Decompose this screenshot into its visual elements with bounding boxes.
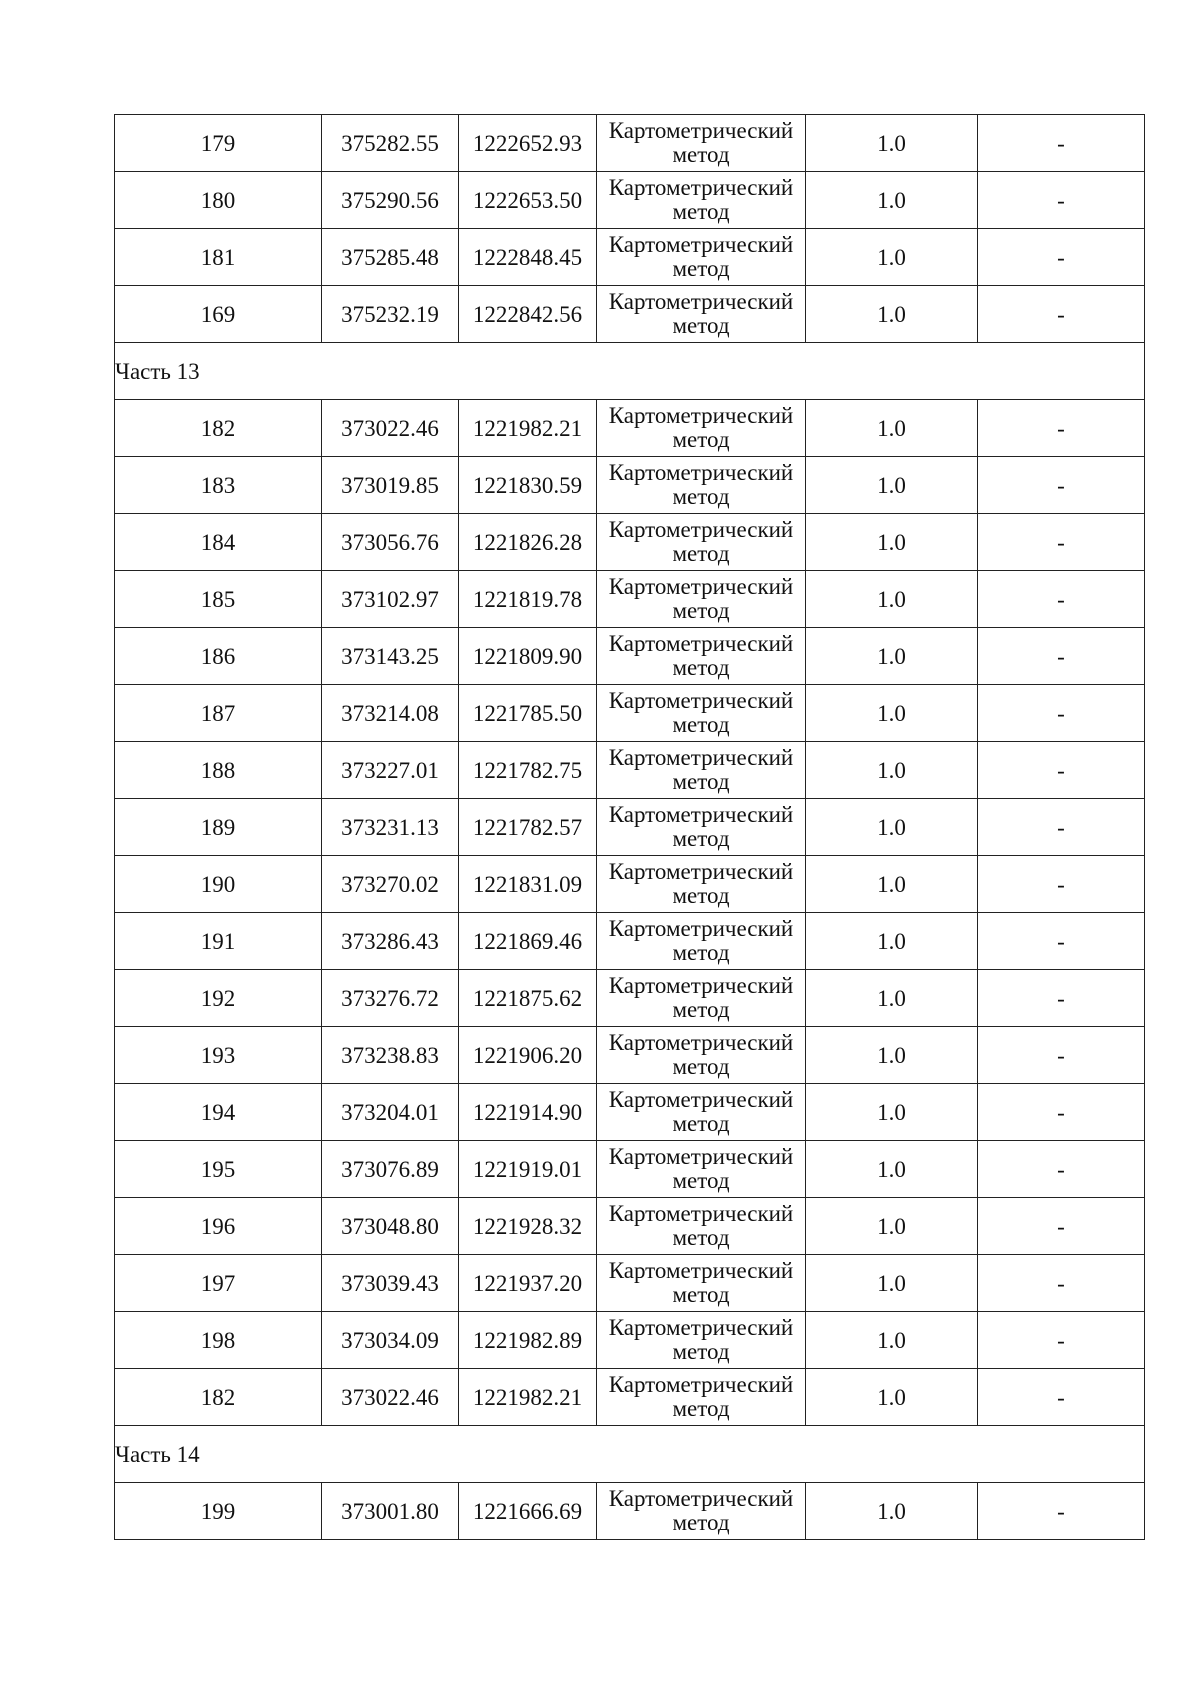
accuracy-cell: 1.0: [806, 514, 978, 571]
table-body: [115, 115, 1145, 1540]
x-coordinate-cell: 373204.01: [322, 1084, 459, 1141]
description-cell: -: [978, 742, 1145, 799]
y-coordinate-cell: 1221937.20: [459, 1255, 597, 1312]
method-cell: [597, 913, 806, 970]
method-line-2: метод: [672, 883, 730, 908]
point-number-cell: 184: [115, 514, 322, 571]
y-coordinate-cell: 1222842.56: [459, 286, 597, 343]
method-line-1: Картометрический: [608, 1372, 794, 1397]
method-cell: [597, 970, 806, 1027]
description-cell: -: [978, 229, 1145, 286]
method-cell: [597, 1255, 806, 1312]
method-cell: [597, 400, 806, 457]
point-number-cell: 196: [115, 1198, 322, 1255]
x-coordinate-cell: 373143.25: [322, 628, 459, 685]
method-line-2: метод: [672, 484, 730, 509]
table-row: [115, 856, 1145, 913]
description-cell: -: [978, 457, 1145, 514]
method-line-1: Картометрический: [608, 745, 794, 770]
x-coordinate-cell: 373039.43: [322, 1255, 459, 1312]
method-cell: [597, 457, 806, 514]
point-number-cell: 199: [115, 1483, 322, 1540]
x-coordinate-cell: 375285.48: [322, 229, 459, 286]
method-line-1: Картометрический: [608, 175, 794, 200]
description-cell: -: [978, 1255, 1145, 1312]
description-cell: -: [978, 1084, 1145, 1141]
y-coordinate-cell: 1221809.90: [459, 628, 597, 685]
point-number-cell: 189: [115, 799, 322, 856]
method-line-1: Картометрический: [608, 631, 794, 656]
description-cell: -: [978, 172, 1145, 229]
point-number-cell: 180: [115, 172, 322, 229]
method-line-2: метод: [672, 1282, 730, 1307]
point-number-cell: 197: [115, 1255, 322, 1312]
method-line-1: Картометрический: [608, 859, 794, 884]
table-row: [115, 571, 1145, 628]
description-cell: -: [978, 856, 1145, 913]
y-coordinate-cell: 1221914.90: [459, 1084, 597, 1141]
method-cell: [597, 1483, 806, 1540]
y-coordinate-cell: 1221830.59: [459, 457, 597, 514]
table-row: [115, 286, 1145, 343]
method-line-1: Картометрический: [608, 973, 794, 998]
method-line-1: Картометрический: [608, 1315, 794, 1340]
point-number-cell: 181: [115, 229, 322, 286]
description-cell: -: [978, 400, 1145, 457]
accuracy-cell: 1.0: [806, 1483, 978, 1540]
method-line-1: Картометрический: [608, 1087, 794, 1112]
x-coordinate-cell: 373238.83: [322, 1027, 459, 1084]
point-number-cell: 186: [115, 628, 322, 685]
table-row: [115, 742, 1145, 799]
y-coordinate-cell: 1222653.50: [459, 172, 597, 229]
method-cell: [597, 115, 806, 172]
method-cell: [597, 229, 806, 286]
point-number-cell: 188: [115, 742, 322, 799]
table-row: [115, 970, 1145, 1027]
accuracy-cell: 1.0: [806, 172, 978, 229]
y-coordinate-cell: 1221982.89: [459, 1312, 597, 1369]
method-cell: [597, 1312, 806, 1369]
method-line-2: метод: [672, 655, 730, 680]
point-number-cell: 195: [115, 1141, 322, 1198]
y-coordinate-cell: 1222652.93: [459, 115, 597, 172]
method-line-2: метод: [672, 598, 730, 623]
description-cell: -: [978, 571, 1145, 628]
method-line-2: метод: [672, 199, 730, 224]
accuracy-cell: 1.0: [806, 628, 978, 685]
method-line-1: Картометрический: [608, 289, 794, 314]
accuracy-cell: 1.0: [806, 742, 978, 799]
accuracy-cell: 1.0: [806, 856, 978, 913]
y-coordinate-cell: 1221819.78: [459, 571, 597, 628]
method-line-2: метод: [672, 541, 730, 566]
x-coordinate-cell: 373286.43: [322, 913, 459, 970]
table-row: [115, 1312, 1145, 1369]
method-cell: [597, 799, 806, 856]
method-line-2: метод: [672, 313, 730, 338]
accuracy-cell: 1.0: [806, 970, 978, 1027]
x-coordinate-cell: 375232.19: [322, 286, 459, 343]
x-coordinate-cell: 375290.56: [322, 172, 459, 229]
x-coordinate-cell: 373022.46: [322, 400, 459, 457]
method-cell: [597, 856, 806, 913]
x-coordinate-cell: 373276.72: [322, 970, 459, 1027]
accuracy-cell: 1.0: [806, 286, 978, 343]
point-number-cell: 193: [115, 1027, 322, 1084]
y-coordinate-cell: 1221869.46: [459, 913, 597, 970]
description-cell: -: [978, 514, 1145, 571]
accuracy-cell: 1.0: [806, 1255, 978, 1312]
accuracy-cell: 1.0: [806, 1312, 978, 1369]
point-number-cell: 194: [115, 1084, 322, 1141]
method-line-2: метод: [672, 256, 730, 281]
y-coordinate-cell: 1221982.21: [459, 1369, 597, 1426]
y-coordinate-cell: 1221666.69: [459, 1483, 597, 1540]
point-number-cell: 182: [115, 400, 322, 457]
table-row: [115, 685, 1145, 742]
y-coordinate-cell: 1221826.28: [459, 514, 597, 571]
description-cell: -: [978, 913, 1145, 970]
point-number-cell: 198: [115, 1312, 322, 1369]
accuracy-cell: 1.0: [806, 1369, 978, 1426]
x-coordinate-cell: 373048.80: [322, 1198, 459, 1255]
method-line-2: метод: [672, 769, 730, 794]
method-cell: [597, 742, 806, 799]
method-cell: [597, 1198, 806, 1255]
method-cell: [597, 1141, 806, 1198]
section-row: [115, 343, 1145, 400]
method-cell: [597, 685, 806, 742]
y-coordinate-cell: 1221831.09: [459, 856, 597, 913]
point-number-cell: 191: [115, 913, 322, 970]
accuracy-cell: 1.0: [806, 1027, 978, 1084]
method-line-2: метод: [672, 712, 730, 737]
y-coordinate-cell: 1221782.57: [459, 799, 597, 856]
table-row: [115, 1483, 1145, 1540]
method-line-1: Картометрический: [608, 1486, 794, 1511]
method-cell: [597, 1027, 806, 1084]
x-coordinate-cell: 373270.02: [322, 856, 459, 913]
method-line-2: метод: [672, 1225, 730, 1250]
method-line-2: метод: [672, 1396, 730, 1421]
y-coordinate-cell: 1221782.75: [459, 742, 597, 799]
method-cell: [597, 172, 806, 229]
method-line-1: Картометрический: [608, 118, 794, 143]
table-row: [115, 115, 1145, 172]
x-coordinate-cell: 373102.97: [322, 571, 459, 628]
point-number-cell: 185: [115, 571, 322, 628]
accuracy-cell: 1.0: [806, 1084, 978, 1141]
table-row: [115, 400, 1145, 457]
accuracy-cell: 1.0: [806, 1141, 978, 1198]
y-coordinate-cell: 1221919.01: [459, 1141, 597, 1198]
description-cell: -: [978, 1198, 1145, 1255]
section-row: [115, 1426, 1145, 1483]
method-line-2: метод: [672, 1510, 730, 1535]
table-row: [115, 799, 1145, 856]
x-coordinate-cell: 373034.09: [322, 1312, 459, 1369]
accuracy-cell: 1.0: [806, 571, 978, 628]
method-line-1: Картометрический: [608, 916, 794, 941]
point-number-cell: 182: [115, 1369, 322, 1426]
accuracy-cell: 1.0: [806, 913, 978, 970]
method-cell: [597, 628, 806, 685]
table-row: [115, 514, 1145, 571]
y-coordinate-cell: 1222848.45: [459, 229, 597, 286]
x-coordinate-cell: 373231.13: [322, 799, 459, 856]
accuracy-cell: 1.0: [806, 229, 978, 286]
x-coordinate-cell: 373227.01: [322, 742, 459, 799]
method-line-2: метод: [672, 997, 730, 1022]
method-line-2: метод: [672, 1168, 730, 1193]
method-cell: [597, 571, 806, 628]
x-coordinate-cell: 373214.08: [322, 685, 459, 742]
accuracy-cell: 1.0: [806, 1198, 978, 1255]
x-coordinate-cell: 373076.89: [322, 1141, 459, 1198]
table-row: [115, 172, 1145, 229]
description-cell: -: [978, 1027, 1145, 1084]
table-row: [115, 1027, 1145, 1084]
point-number-cell: 183: [115, 457, 322, 514]
method-cell: [597, 1369, 806, 1426]
method-line-2: метод: [672, 1339, 730, 1364]
description-cell: -: [978, 1483, 1145, 1540]
x-coordinate-cell: 375282.55: [322, 115, 459, 172]
y-coordinate-cell: 1221875.62: [459, 970, 597, 1027]
accuracy-cell: 1.0: [806, 457, 978, 514]
y-coordinate-cell: 1221928.32: [459, 1198, 597, 1255]
method-line-1: Картометрический: [608, 517, 794, 542]
description-cell: -: [978, 286, 1145, 343]
method-line-2: метод: [672, 826, 730, 851]
method-line-1: Картометрический: [608, 1144, 794, 1169]
method-line-1: Картометрический: [608, 460, 794, 485]
method-line-1: Картометрический: [608, 1201, 794, 1226]
table-row: [115, 1369, 1145, 1426]
x-coordinate-cell: 373022.46: [322, 1369, 459, 1426]
method-line-2: метод: [672, 1054, 730, 1079]
method-cell: [597, 286, 806, 343]
table-row: [115, 1141, 1145, 1198]
method-line-2: метод: [672, 1111, 730, 1136]
point-number-cell: 190: [115, 856, 322, 913]
method-line-2: метод: [672, 940, 730, 965]
accuracy-cell: 1.0: [806, 685, 978, 742]
x-coordinate-cell: 373056.76: [322, 514, 459, 571]
method-line-1: Картометрический: [608, 1258, 794, 1283]
description-cell: -: [978, 1312, 1145, 1369]
description-cell: -: [978, 970, 1145, 1027]
table-row: [115, 457, 1145, 514]
description-cell: -: [978, 799, 1145, 856]
point-number-cell: 169: [115, 286, 322, 343]
table-row: [115, 913, 1145, 970]
coordinates-table: [114, 114, 1145, 1540]
description-cell: -: [978, 115, 1145, 172]
accuracy-cell: 1.0: [806, 400, 978, 457]
x-coordinate-cell: 373019.85: [322, 457, 459, 514]
description-cell: -: [978, 1369, 1145, 1426]
point-number-cell: 187: [115, 685, 322, 742]
method-line-1: Картометрический: [608, 574, 794, 599]
description-cell: -: [978, 1141, 1145, 1198]
description-cell: -: [978, 628, 1145, 685]
point-number-cell: 192: [115, 970, 322, 1027]
table-row: [115, 1084, 1145, 1141]
section-label: Часть 14: [115, 1426, 1145, 1483]
table-row: [115, 229, 1145, 286]
table-row: [115, 1255, 1145, 1312]
section-label: Часть 13: [115, 343, 1145, 400]
method-line-1: Картометрический: [608, 688, 794, 713]
table-row: [115, 1198, 1145, 1255]
description-cell: -: [978, 685, 1145, 742]
x-coordinate-cell: 373001.80: [322, 1483, 459, 1540]
method-line-1: Картометрический: [608, 802, 794, 827]
accuracy-cell: 1.0: [806, 799, 978, 856]
method-cell: [597, 514, 806, 571]
point-number-cell: 179: [115, 115, 322, 172]
method-line-1: Картометрический: [608, 403, 794, 428]
method-line-1: Картометрический: [608, 232, 794, 257]
y-coordinate-cell: 1221906.20: [459, 1027, 597, 1084]
method-line-2: метод: [672, 427, 730, 452]
y-coordinate-cell: 1221785.50: [459, 685, 597, 742]
method-line-2: метод: [672, 142, 730, 167]
table-row: [115, 628, 1145, 685]
accuracy-cell: 1.0: [806, 115, 978, 172]
method-line-1: Картометрический: [608, 1030, 794, 1055]
y-coordinate-cell: 1221982.21: [459, 400, 597, 457]
method-cell: [597, 1084, 806, 1141]
